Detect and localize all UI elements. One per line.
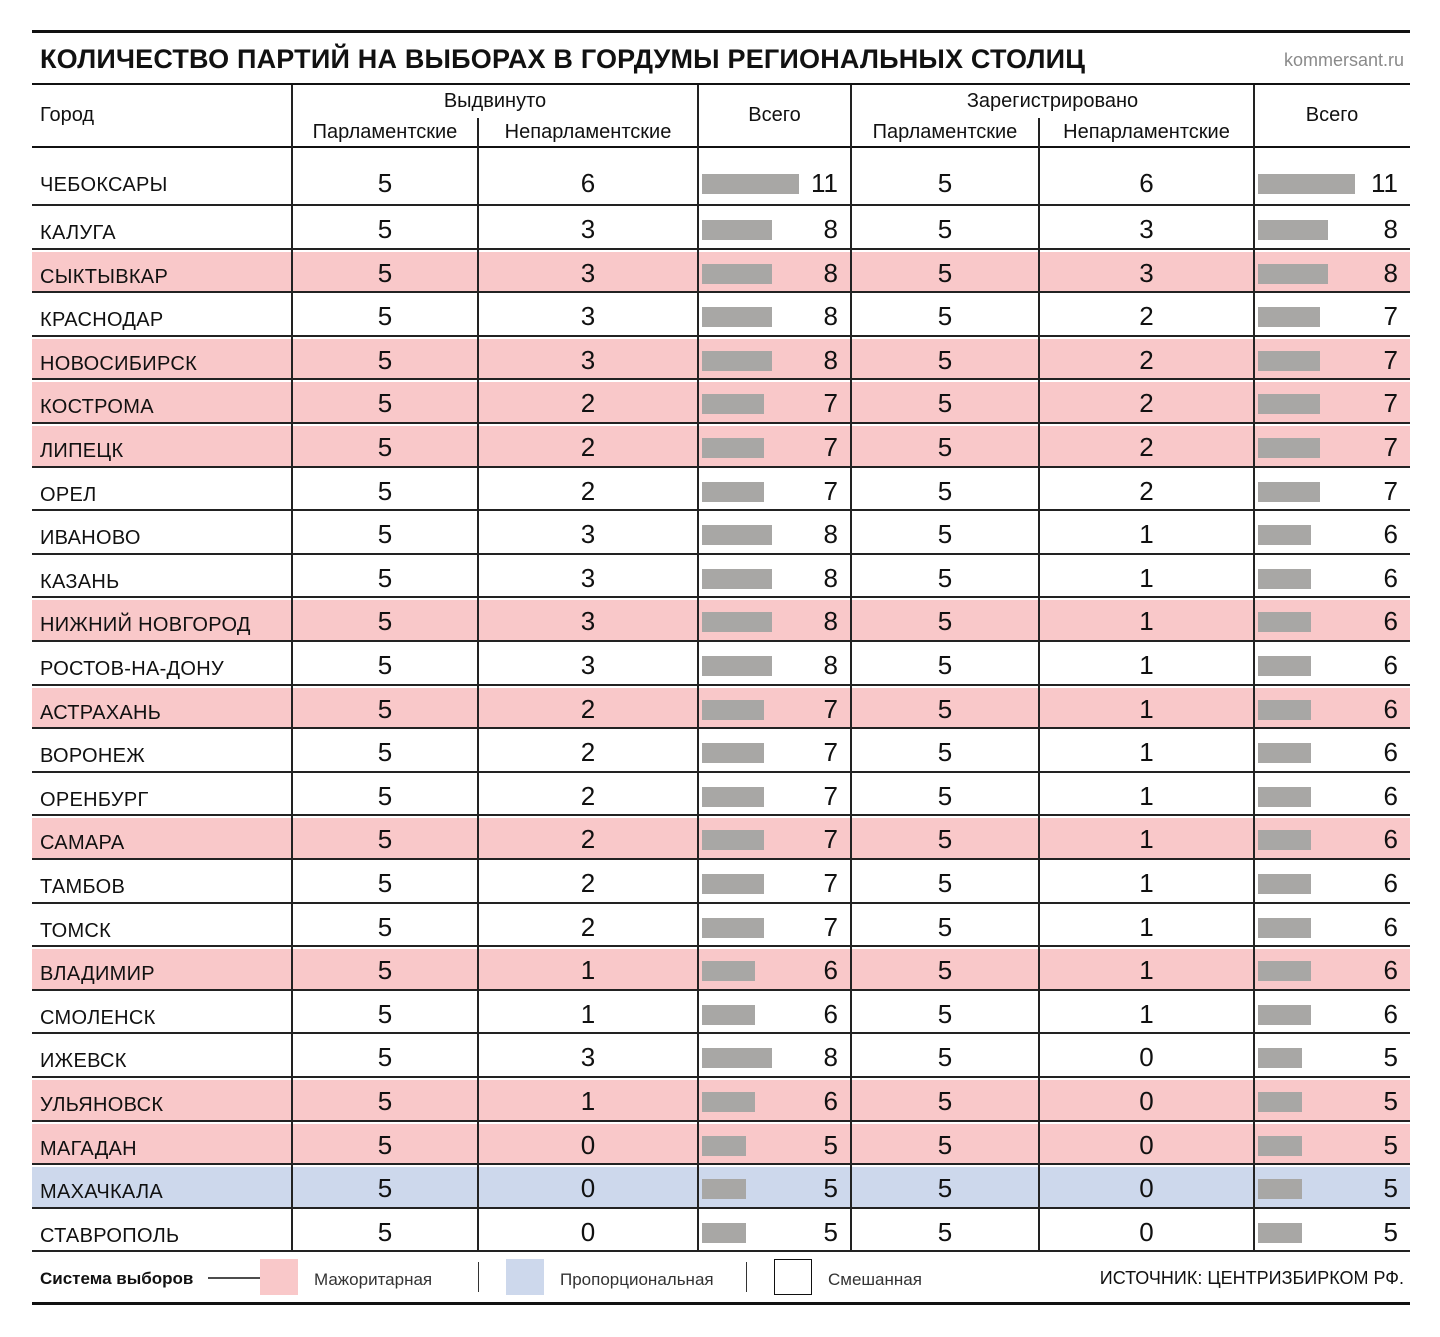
registered-non-parliamentary-value: 2	[1139, 432, 1154, 462]
registered-non-parliamentary-value: 1	[1139, 737, 1154, 768]
registered-parliamentary-value: 5	[937, 475, 953, 506]
city-name: МАХАЧКАЛА	[40, 1181, 164, 1204]
nominated-non-parliamentary-value: 0	[580, 1129, 596, 1160]
registered-total-bar	[1258, 482, 1320, 502]
registered-non-parliamentary-value: 2	[1139, 301, 1154, 332]
nominated-non-parliamentary-value: 0	[580, 1173, 596, 1204]
city-name: НОВОСИБИРСК	[40, 352, 198, 375]
nominated-total-value: 7	[823, 868, 838, 898]
registered-non-parliamentary-value: 1	[1139, 780, 1154, 811]
header-city: Город	[40, 104, 95, 126]
registered-total-bar	[1258, 264, 1328, 284]
nominated-total-bar	[702, 830, 764, 850]
nominated-non-parliamentary-value: 0	[580, 1216, 596, 1247]
city-name: ЛИПЕЦК	[40, 440, 124, 462]
nominated-total-bar	[702, 482, 764, 502]
nominated-total-bar	[702, 1136, 746, 1156]
nominated-non-parliamentary-value: 2	[580, 388, 596, 419]
registered-total-bar	[1258, 961, 1311, 981]
table-row	[32, 904, 1410, 948]
registered-total-value: 5	[1383, 1042, 1398, 1073]
nominated-parliamentary-value: 5	[377, 998, 393, 1029]
registered-non-parliamentary-value: 1	[1139, 519, 1154, 550]
nominated-total-value: 7	[823, 911, 838, 942]
nominated-total-value: 7	[823, 432, 838, 462]
nominated-total-value: 8	[823, 301, 838, 332]
nominated-total-bar	[702, 394, 764, 414]
nominated-total-bar	[702, 1092, 755, 1112]
nominated-total-value: 6	[823, 1086, 838, 1116]
column-divider	[1253, 85, 1255, 1252]
registered-total-bar	[1258, 1048, 1302, 1068]
registered-total-bar	[1258, 743, 1311, 763]
registered-total-bar	[1258, 307, 1320, 327]
registered-total-value: 11	[1371, 168, 1398, 198]
table-row	[32, 511, 1410, 555]
nominated-parliamentary-value: 5	[377, 1216, 393, 1247]
registered-non-parliamentary-value: 2	[1139, 344, 1154, 375]
registered-non-parliamentary-value: 1	[1139, 693, 1154, 724]
nominated-parliamentary-value: 5	[377, 388, 393, 419]
legend-swatch-mixed	[774, 1259, 812, 1295]
chart-title: КОЛИЧЕСТВО ПАРТИЙ НА ВЫБОРАХ В ГОРДУМЫ РЕГИОНАЛЬНЫХ СТОЛИЦ	[40, 44, 1086, 74]
nominated-non-parliamentary-value: 2	[580, 780, 596, 811]
header-registered: Зарегистрировано	[966, 90, 1139, 112]
nominated-parliamentary-value: 5	[377, 344, 393, 375]
nominated-total-bar	[702, 612, 772, 632]
nominated-total-value: 5	[823, 1173, 838, 1204]
nominated-total-value: 8	[823, 650, 838, 680]
city-name: ЧЕБОКСАРЫ	[40, 174, 168, 196]
nominated-total-value: 8	[823, 1042, 838, 1073]
registered-non-parliamentary-value: 0	[1139, 1216, 1154, 1247]
registered-total-bar	[1258, 874, 1311, 894]
table-row	[32, 380, 1410, 424]
nominated-total-bar	[702, 1005, 755, 1025]
registered-total-value: 7	[1383, 432, 1398, 462]
legend-divider	[478, 1262, 479, 1292]
source-note: ИСТОЧНИК: ЦЕНТРИЗБИРКОМ РФ.	[1099, 1268, 1404, 1288]
registered-total-bar	[1258, 569, 1311, 589]
column-divider	[291, 85, 293, 1252]
nominated-total-bar	[702, 307, 772, 327]
nominated-total-value: 7	[823, 824, 838, 855]
nominated-non-parliamentary-value: 3	[580, 606, 596, 637]
nominated-total-bar	[702, 1048, 772, 1068]
registered-total-value: 5	[1383, 1216, 1398, 1247]
table-row	[32, 555, 1410, 599]
registered-total-value: 8	[1383, 214, 1398, 244]
table-bottom-rule	[32, 1250, 1410, 1252]
table-row	[32, 1034, 1410, 1078]
header-nominated: Выдвинуто	[443, 90, 547, 112]
registered-parliamentary-value: 5	[937, 1129, 953, 1160]
table-row	[32, 816, 1410, 860]
registered-parliamentary-value: 5	[937, 693, 953, 724]
top-rule	[32, 30, 1410, 33]
nominated-total-bar	[702, 743, 764, 763]
registered-total-value: 6	[1383, 606, 1398, 637]
nominated-parliamentary-value: 5	[377, 475, 393, 506]
nominated-parliamentary-value: 5	[377, 168, 393, 198]
nominated-parliamentary-value: 5	[377, 693, 393, 724]
nominated-total-value: 7	[823, 780, 838, 811]
registered-total-bar	[1258, 830, 1311, 850]
nominated-parliamentary-value: 5	[377, 737, 393, 768]
registered-non-parliamentary-value: 1	[1139, 562, 1154, 593]
header-nom-parliamentary: Парламентские	[312, 121, 458, 143]
registered-parliamentary-value: 5	[937, 257, 953, 288]
registered-parliamentary-value: 5	[937, 780, 953, 811]
nominated-total-value: 7	[823, 388, 838, 419]
registered-non-parliamentary-value: 3	[1139, 214, 1154, 244]
registered-parliamentary-value: 5	[937, 824, 953, 855]
nominated-total-value: 6	[823, 998, 838, 1029]
nominated-total-bar	[702, 961, 755, 981]
registered-total-value: 7	[1383, 301, 1398, 332]
table-row	[32, 468, 1410, 512]
nominated-total-value: 8	[823, 257, 838, 288]
nominated-total-value: 7	[823, 737, 838, 768]
nominated-total-value: 8	[823, 606, 838, 637]
city-name: ТАМБОВ	[40, 876, 126, 898]
registered-total-value: 8	[1383, 257, 1398, 288]
nominated-parliamentary-value: 5	[377, 1086, 393, 1116]
registered-parliamentary-value: 5	[937, 998, 953, 1029]
registered-non-parliamentary-value: 0	[1139, 1129, 1154, 1160]
nominated-parliamentary-value: 5	[377, 780, 393, 811]
registered-non-parliamentary-value: 6	[1139, 168, 1154, 198]
registered-non-parliamentary-value: 0	[1139, 1173, 1154, 1204]
registered-total-bar	[1258, 1136, 1302, 1156]
nominated-total-value: 8	[823, 214, 838, 244]
nominated-non-parliamentary-value: 1	[580, 955, 596, 986]
registered-non-parliamentary-value: 1	[1139, 824, 1154, 855]
registered-total-bar	[1258, 700, 1311, 720]
nominated-total-bar	[702, 174, 799, 194]
nominated-parliamentary-value: 5	[377, 868, 393, 898]
registered-parliamentary-value: 5	[937, 1216, 953, 1247]
nominated-parliamentary-value: 5	[377, 1042, 393, 1073]
nominated-total-bar	[702, 700, 764, 720]
registered-total-value: 6	[1383, 780, 1398, 811]
registered-parliamentary-value: 5	[937, 606, 953, 637]
nominated-non-parliamentary-value: 3	[580, 650, 596, 680]
city-name: СТАВРОПОЛЬ	[40, 1224, 180, 1247]
nominated-parliamentary-value: 5	[377, 562, 393, 593]
registered-total-bar	[1258, 1092, 1302, 1112]
registered-parliamentary-value: 5	[937, 1173, 953, 1204]
registered-total-value: 6	[1383, 824, 1398, 855]
nominated-total-value: 8	[823, 562, 838, 593]
table-row	[32, 773, 1410, 817]
registered-total-bar	[1258, 220, 1328, 240]
registered-parliamentary-value: 5	[937, 519, 953, 550]
registered-total-value: 5	[1383, 1129, 1398, 1160]
table-row	[32, 991, 1410, 1035]
legend-swatch-proportional	[506, 1259, 544, 1295]
city-name: ВЛАДИМИР	[40, 963, 155, 986]
registered-non-parliamentary-value: 1	[1139, 606, 1154, 637]
nominated-total-value: 7	[823, 693, 838, 724]
nominated-total-bar	[702, 264, 772, 284]
nominated-non-parliamentary-value: 1	[580, 998, 596, 1029]
registered-parliamentary-value: 5	[937, 737, 953, 768]
registered-non-parliamentary-value: 1	[1139, 868, 1154, 898]
city-name: САМАРА	[40, 832, 125, 855]
header-nom-total: Всего	[748, 104, 801, 126]
registered-total-bar	[1258, 351, 1320, 371]
registered-total-value: 7	[1383, 344, 1398, 375]
nominated-non-parliamentary-value: 2	[580, 432, 596, 462]
city-name: КОСТРОМА	[40, 396, 154, 419]
legend-divider	[746, 1262, 747, 1292]
registered-parliamentary-value: 5	[937, 168, 953, 198]
city-name: МАГАДАН	[40, 1137, 137, 1160]
registered-total-value: 6	[1383, 650, 1398, 680]
header-reg-total: Всего	[1305, 104, 1359, 126]
registered-non-parliamentary-value: 2	[1139, 475, 1154, 506]
nominated-total-bar	[702, 656, 772, 676]
registered-parliamentary-value: 5	[937, 955, 953, 986]
nominated-total-value: 8	[823, 344, 838, 375]
nominated-total-bar	[702, 1179, 746, 1199]
table-row	[32, 686, 1410, 730]
table-row	[32, 860, 1410, 904]
registered-parliamentary-value: 5	[937, 344, 953, 375]
registered-parliamentary-value: 5	[937, 650, 953, 680]
nominated-total-bar	[702, 438, 764, 458]
registered-non-parliamentary-value: 0	[1139, 1042, 1154, 1073]
nominated-parliamentary-value: 5	[377, 1173, 393, 1204]
legend-title: Система выборов	[40, 1269, 194, 1288]
nominated-parliamentary-value: 5	[377, 432, 393, 462]
registered-total-value: 5	[1383, 1173, 1398, 1204]
city-name: ОРЕНБУРГ	[40, 788, 149, 811]
registered-total-bar	[1258, 656, 1311, 676]
nominated-parliamentary-value: 5	[377, 257, 393, 288]
registered-total-bar	[1258, 612, 1311, 632]
city-name: ОРЕЛ	[40, 483, 97, 506]
nominated-total-value: 5	[823, 1129, 838, 1160]
registered-total-value: 7	[1383, 475, 1398, 506]
nominated-total-bar	[702, 220, 772, 240]
table-row	[32, 1165, 1410, 1209]
city-name: УЛЬЯНОВСК	[40, 1094, 164, 1116]
column-divider	[697, 85, 699, 1252]
header-reg-parliamentary: Парламентские	[872, 121, 1018, 143]
nominated-total-bar	[702, 918, 764, 938]
registered-total-value: 6	[1383, 693, 1398, 724]
city-name: НИЖНИЙ НОВГОРОД	[40, 614, 251, 637]
registered-total-value: 6	[1383, 911, 1398, 942]
registered-total-bar	[1258, 438, 1320, 458]
table-row	[32, 947, 1410, 991]
nominated-parliamentary-value: 5	[377, 955, 393, 986]
registered-parliamentary-value: 5	[937, 388, 953, 419]
registered-parliamentary-value: 5	[937, 432, 953, 462]
nominated-non-parliamentary-value: 1	[580, 1086, 596, 1116]
nominated-parliamentary-value: 5	[377, 301, 393, 332]
registered-non-parliamentary-value: 3	[1139, 257, 1154, 288]
legend-label-proportional: Пропорциональная	[560, 1270, 714, 1289]
brand-label: kommersant.ru	[1283, 50, 1404, 70]
legend-label-majoritarian: Мажоритарная	[314, 1270, 433, 1289]
table-row	[32, 250, 1410, 294]
nominated-total-value: 7	[823, 475, 838, 506]
registered-total-bar	[1258, 1005, 1311, 1025]
registered-total-bar	[1258, 394, 1320, 414]
registered-total-value: 6	[1383, 955, 1398, 986]
nominated-total-bar	[702, 1223, 746, 1243]
nominated-total-value: 5	[823, 1216, 838, 1247]
registered-total-bar	[1258, 1179, 1302, 1199]
nominated-non-parliamentary-value: 2	[580, 475, 596, 506]
table-row	[32, 293, 1410, 337]
registered-total-bar	[1258, 174, 1355, 194]
city-name: ИВАНОВО	[40, 527, 141, 550]
city-name: ТОМСК	[40, 919, 112, 942]
table-row	[32, 1122, 1410, 1166]
registered-parliamentary-value: 5	[937, 1086, 953, 1116]
nominated-non-parliamentary-value: 3	[580, 344, 596, 375]
registered-non-parliamentary-value: 1	[1139, 911, 1154, 942]
registered-parliamentary-value: 5	[937, 301, 953, 332]
nominated-parliamentary-value: 5	[377, 606, 393, 637]
registered-non-parliamentary-value: 1	[1139, 955, 1154, 986]
city-name: КАЛУГА	[40, 222, 116, 244]
nominated-total-bar	[702, 351, 772, 371]
nominated-non-parliamentary-value: 3	[580, 214, 596, 244]
nominated-non-parliamentary-value: 3	[580, 562, 596, 593]
bottom-rule	[32, 1302, 1410, 1305]
table-row	[32, 598, 1410, 642]
city-name: СМОЛЕНСК	[40, 1006, 156, 1029]
city-name: КРАСНОДАР	[40, 309, 164, 332]
registered-parliamentary-value: 5	[937, 911, 953, 942]
registered-total-value: 6	[1383, 998, 1398, 1029]
nominated-parliamentary-value: 5	[377, 824, 393, 855]
nominated-non-parliamentary-value: 6	[580, 168, 596, 198]
column-divider	[850, 85, 852, 1252]
registered-total-bar	[1258, 918, 1311, 938]
infographic	[32, 30, 1410, 1306]
registered-parliamentary-value: 5	[937, 1042, 953, 1073]
header-top-rule	[32, 83, 1410, 85]
registered-parliamentary-value: 5	[937, 562, 953, 593]
nominated-non-parliamentary-value: 2	[580, 911, 596, 942]
registered-total-bar	[1258, 787, 1311, 807]
city-name: АСТРАХАНЬ	[40, 701, 162, 724]
nominated-non-parliamentary-value: 2	[580, 737, 596, 768]
table-row	[32, 729, 1410, 773]
nominated-total-bar	[702, 525, 772, 545]
city-name: РОСТОВ-НА-ДОНУ	[40, 658, 225, 680]
nominated-non-parliamentary-value: 2	[580, 868, 596, 898]
nominated-parliamentary-value: 5	[377, 911, 393, 942]
nominated-total-bar	[702, 787, 764, 807]
table-row	[32, 206, 1410, 250]
column-divider	[1038, 118, 1040, 1252]
city-name: ИЖЕВСК	[40, 1050, 127, 1073]
nominated-non-parliamentary-value: 3	[580, 257, 596, 288]
header-reg-non-parliamentary: Непарламентские	[1063, 121, 1230, 143]
nominated-parliamentary-value: 5	[377, 519, 393, 550]
nominated-total-value: 11	[811, 168, 838, 198]
legend	[32, 1258, 1410, 1298]
table-row	[32, 1078, 1410, 1122]
registered-non-parliamentary-value: 2	[1139, 388, 1154, 419]
nominated-total-bar	[702, 569, 772, 589]
table-row	[32, 424, 1410, 468]
registered-parliamentary-value: 5	[937, 214, 953, 244]
header-nom-non-parliamentary: Непарламентские	[504, 121, 672, 143]
nominated-non-parliamentary-value: 3	[580, 1042, 596, 1073]
registered-non-parliamentary-value: 1	[1139, 998, 1154, 1029]
nominated-non-parliamentary-value: 2	[580, 824, 596, 855]
registered-total-value: 6	[1383, 519, 1398, 550]
city-name: КАЗАНЬ	[40, 570, 120, 593]
nominated-parliamentary-value: 5	[377, 214, 393, 244]
city-name: СЫКТЫВКАР	[40, 265, 169, 288]
registered-total-value: 6	[1383, 562, 1398, 593]
legend-label-mixed: Смешанная	[828, 1270, 922, 1289]
city-name: ВОРОНЕЖ	[40, 745, 146, 768]
nominated-total-value: 8	[823, 519, 838, 550]
nominated-non-parliamentary-value: 3	[580, 301, 596, 332]
registered-non-parliamentary-value: 1	[1139, 650, 1154, 680]
registered-total-value: 6	[1383, 868, 1398, 898]
nominated-parliamentary-value: 5	[377, 650, 393, 680]
registered-parliamentary-value: 5	[937, 868, 953, 898]
nominated-parliamentary-value: 5	[377, 1129, 393, 1160]
nominated-non-parliamentary-value: 2	[580, 693, 596, 724]
column-divider	[477, 118, 479, 1252]
table-row	[32, 1209, 1410, 1253]
registered-total-value: 5	[1383, 1086, 1398, 1116]
table-row	[32, 337, 1410, 381]
table-row	[32, 642, 1410, 686]
registered-total-bar	[1258, 1223, 1302, 1243]
registered-total-value: 6	[1383, 737, 1398, 768]
registered-total-value: 7	[1383, 388, 1398, 419]
nominated-non-parliamentary-value: 3	[580, 519, 596, 550]
nominated-total-value: 6	[823, 955, 838, 986]
registered-non-parliamentary-value: 0	[1139, 1086, 1154, 1116]
legend-swatch-majoritarian	[260, 1259, 298, 1295]
table-row	[32, 148, 1410, 206]
nominated-total-bar	[702, 874, 764, 894]
registered-total-bar	[1258, 525, 1311, 545]
